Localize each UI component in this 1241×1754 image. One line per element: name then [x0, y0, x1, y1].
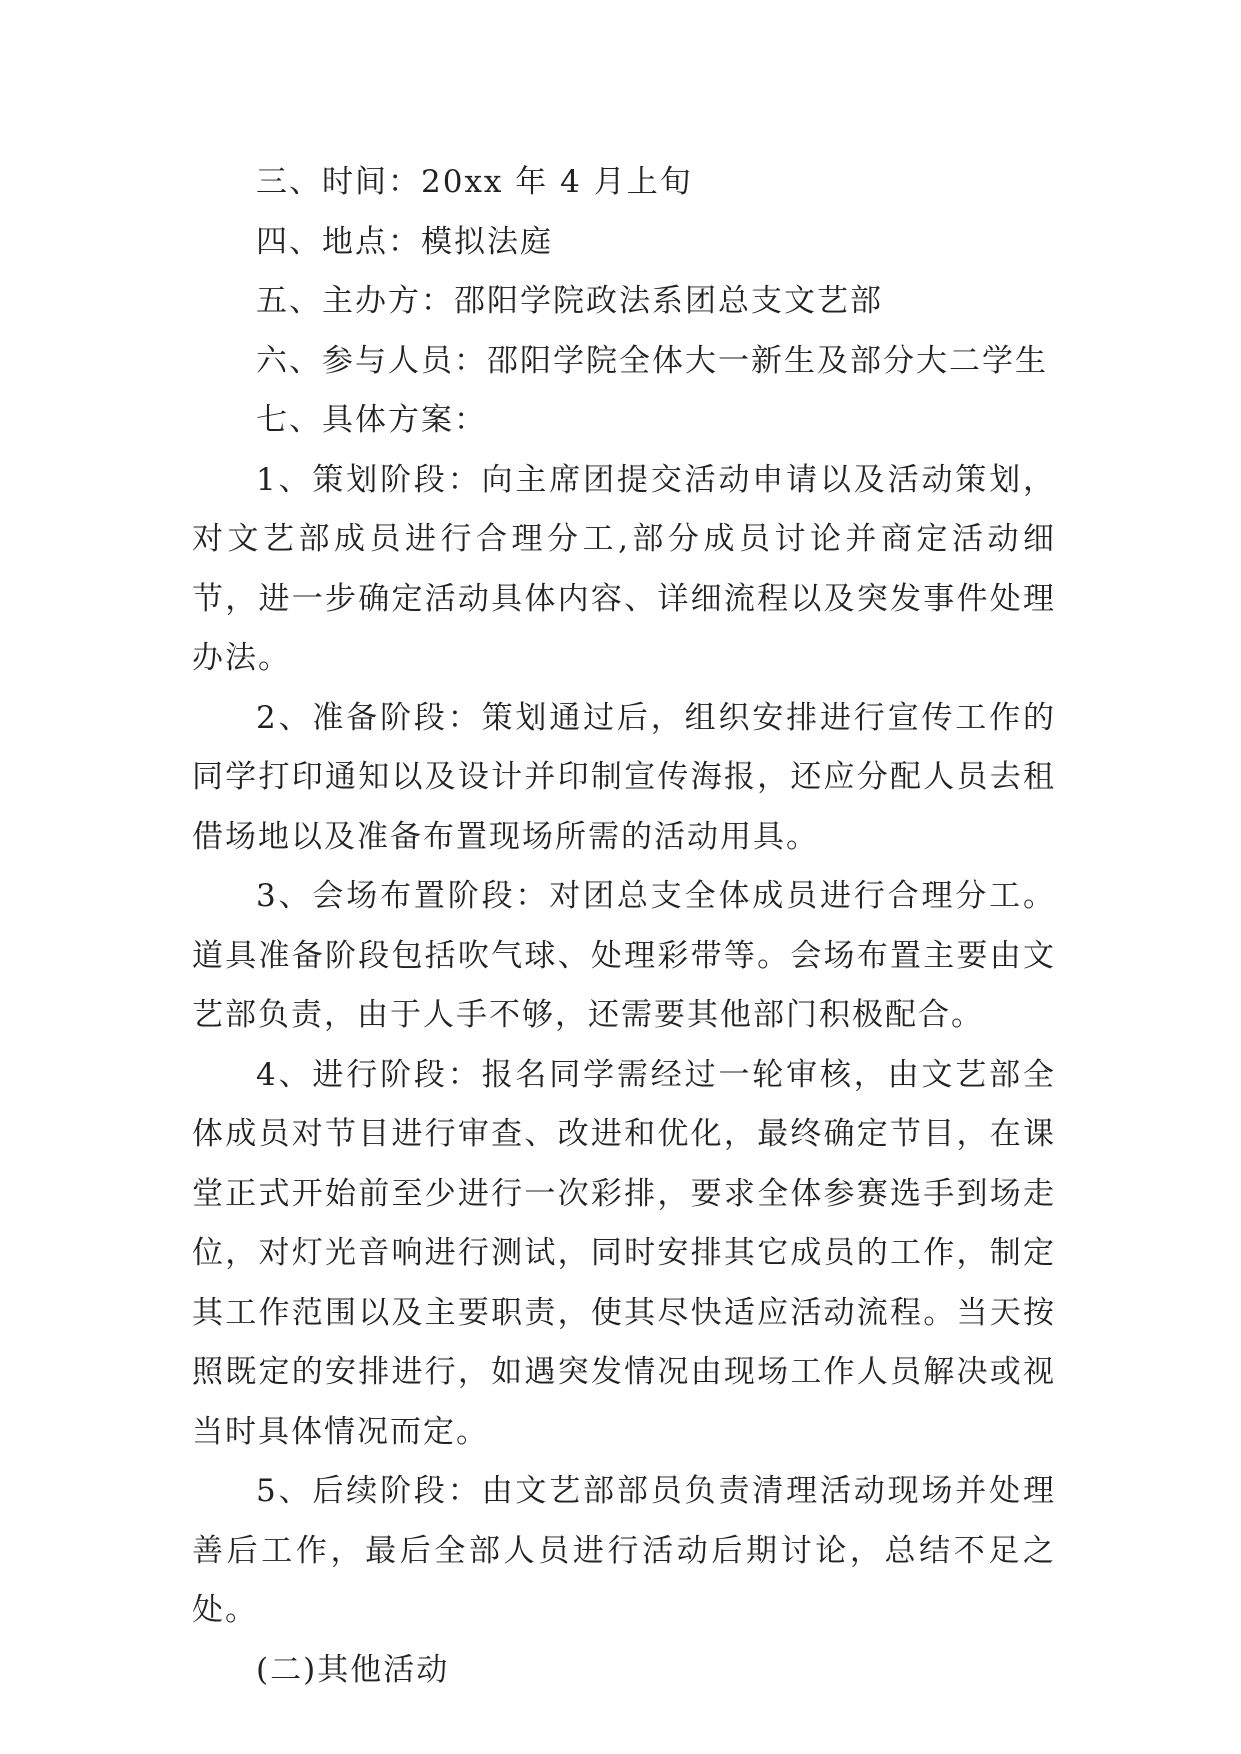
paragraph-preparation-stage: 2、准备阶段：策划通过后，组织安排进行宣传工作的同学打印通知以及设计并印制宣传海报，还应分配人员去租借场地以及准备布置现场所需的活动用具。: [192, 699, 1056, 855]
paragraph-organizer: 五、主办方：邵阳学院政法系团总支文艺部: [256, 283, 883, 319]
paragraph-planning-stage: 1、策划阶段：向主席团提交活动申请以及活动策划，对文艺部成员进行合理分工,部分成员讨论并商定活动细节，进一步确定活动具体内容、详细流程以及突发事件处理办法。: [192, 461, 1056, 676]
paragraph-follow-up-stage: 5、后续阶段：由文艺部部员负责清理活动现场并处理善后工作，最后全部人员进行活动后期讨论，总结不足之处。: [192, 1473, 1056, 1628]
paragraph-execution-stage: 4、进行阶段：报名同学需经过一轮审核，由文艺部全体成员对节目进行审查、改进和优化，最终确定节目，在课堂正式开始前至少进行一次彩排，要求全体参赛选手到场走位，对灯光音响进行测试，同时安排其它成员的工作，制定其工作范围以及主要职责，使其尽快适应活动流程。当天按照既定的安排进行，如遇突发情况由现场工作人员解决或视当时具体情况而定。: [192, 1056, 1056, 1450]
paragraph-location: 四、地点：模拟法庭: [256, 223, 553, 260]
document-body: [192, 153, 1056, 1700]
paragraph-plan-heading: 七、具体方案：: [256, 402, 487, 438]
paragraph-time: 三、时间：20xx 年 4 月上旬: [256, 164, 693, 200]
paragraph-venue-setup-stage: 3、会场布置阶段：对团总支全体成员进行合理分工。道具准备阶段包括吹气球、处理彩带等。会场布置主要由文艺部负责，由于人手不够，还需要其他部门积极配合。: [192, 878, 1056, 1033]
paragraph-other-activities-heading: (二)其他活动: [256, 1651, 450, 1688]
paragraph-participants: 六、参与人员：邵阳学院全体大一新生及部分大二学生: [256, 342, 1048, 379]
